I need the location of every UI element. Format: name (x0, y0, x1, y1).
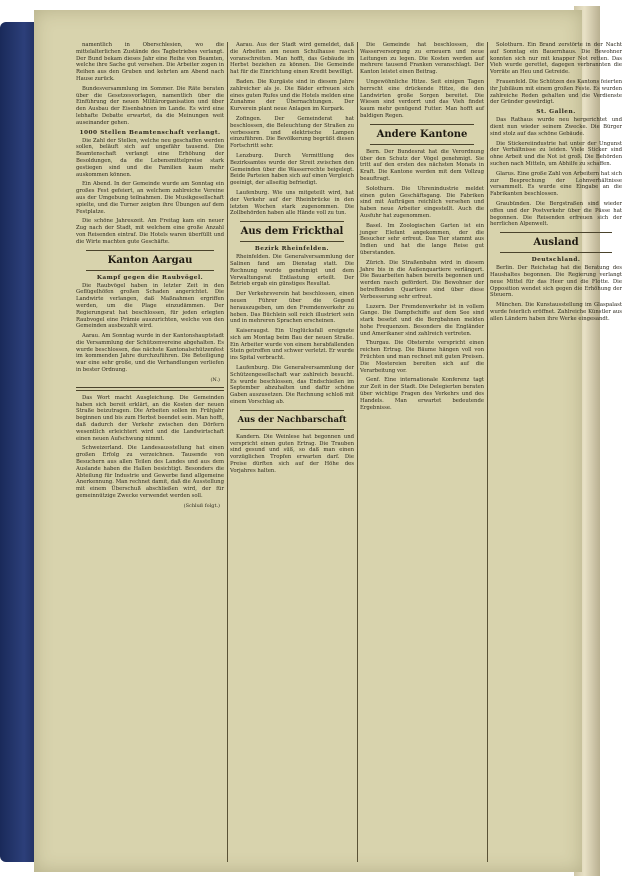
column-4 (490, 42, 622, 862)
column-3 (360, 42, 484, 862)
paragraph: Genf. Eine internationale Konferenz tagt zur Zeit in der Stadt. Die Delegierten beraten über wichtige Fragen des Verkehrs und des Handels. Man erwartet bedeutende Ergebnisse. (360, 377, 484, 411)
paragraph: Die Raubvögel haben in letzter Zeit in den Geflügelhöfen großen Schaden angerichtet. Die Landwirte verlangen, daß Maßnahmen ergriffen werden, um die Plage einzudämmen. Der Regierungsrat hat beschlossen, für jeden erlegten Raubvogel eine Prämie auszurichten, welche von den Gemeinden ausbezahlt wird. (76, 282, 224, 330)
paragraph: Solothurn. Die Uhrenindustrie meldet einen guten Geschäftsgang. Die Fabriken sind mit Aufträgen reichlich versehen und haben neue Arbeiter eingestellt. Auch die Ausfuhr hat zugenommen. (360, 185, 484, 219)
column-1 (76, 42, 224, 862)
paragraph: Ein Abend. In der Gemeinde wurde am Sonntag ein großes Fest gefeiert, an welchem zahlreiche Vereine aus der Umgebung teilnahmen. Die Musikgesellschaft spielte, und die Turner zeigten ihre Übungen auf dem Festplatze. (76, 181, 224, 215)
paragraph: Luzern. Der Fremdenverkehr ist in vollem Gange. Die Dampfschiffe auf dem See sind stark besetzt und die Bergbahnen melden hohe Frequenzen. Besonders die Engländer und Amerikaner sind zahlreich vertreten. (360, 303, 484, 337)
paragraph: Berlin. Der Reichstag hat die Beratung des Haushaltes begonnen. Die Regierung verlangt neue Mittel für das Heer und die Flotte. Die Opposition wendet sich gegen die Erhöhung der Steuern. (490, 265, 622, 299)
paragraph: Die Gemeinde hat beschlossen, die Wasserversorgung zu erneuern und neue Leitungen zu legen. Die Kosten werden auf mehrere tausend Franken veranschlagt. Der Kanton leistet einen Beitrag. (360, 42, 484, 76)
separator (370, 144, 474, 145)
paragraph: München. Die Kunstausstellung im Glaspalast wurde feierlich eröffnet. Zahlreiche Künstler aus allen Ländern haben ihre Werke eingesandt. (490, 302, 622, 322)
paragraph: Thurgau. Die Obsternte verspricht einen reichen Ertrag. Die Bäume hängen voll von Früchten und man rechnet mit guten Preisen. Die Mostereien bereiten sich auf die Verarbeitung vor. (360, 340, 484, 374)
double-rule (76, 387, 224, 391)
paragraph: Kaiseraugst. Ein Unglücksfall ereignete sich am Montag beim Bau der neuen Straße. Ein Arbeiter wurde von einem herabfallenden Stein getroffen und schwer verletzt. Er wurde ins Spital verbracht. (230, 328, 354, 362)
section-heading-ausland: Ausland (533, 237, 579, 249)
paragraph: Rheinfelden. Die Generalversammlung der Salinen fand am Dienstag statt. Die Rechnung wurde genehmigt und dem Verwaltungsrat Entlastung erteilt. Der Betrieb ergab ein günstiges Resultat. (230, 254, 354, 288)
footer-note: (Schluß folgt.) (183, 502, 220, 509)
paragraph: Schweizerland. Die Landesausstellung hat einen großen Erfolg zu verzeichnen. Tausende von Besuchern aus allen Teilen des Landes und aus dem Auslande haben die Hallen besichtigt. Besonders die Abteilung für Industrie und Gewerbe fand allgemeine Anerkennung. Man rechnet damit, daß die Ausstellung mit einem Überschuß abschließen wird, der für gemeinnützige Zwecke verwendet werden soll. (76, 445, 224, 500)
paragraph: Laufenburg. Wie uns mitgeteilt wird, hat der Verkehr auf der Rheinbrücke in den letzten Wochen stark zugenommen. Die Zollbehörden haben alle Hände voll zu tun. (230, 189, 354, 217)
section-heading-kanton-aargau: Kanton Aargau (107, 254, 193, 266)
paragraph: Laufenburg. Die Generalversammlung der Schützengesellschaft war zahlreich besucht. Es wurde beschlossen, das Endschießen im September abzuhalten und dafür schöne Gaben auszusetzen. Die Rechnung schloß mit einem Vorschlag ab. (230, 365, 354, 406)
subheading: Bezirk Rheinfelden. (254, 246, 330, 253)
separator (370, 124, 474, 125)
subheading: 1000 Stellen Beamtenschaft verlangt. (79, 129, 221, 136)
paragraph: Baden. Die Kurgäste sind in diesem Jahre zahlreicher als je. Die Bäder erfreuen sich eines guten Rufes und die Hotels melden eine Zunahme der Übernachtungen. Der Kurverein plant neue Anlagen im Kurpark. (230, 78, 354, 113)
paragraph: Zofingen. Der Gemeinderat hat beschlossen, die Beleuchtung der Straßen zu verbessern und elektrische Lampen einzuführen. Die Bevölkerung begrüßt diesen Fortschritt sehr. (230, 115, 354, 150)
paragraph: namentlich in Oberschlesien, wo die mittelalterlichen Zustände des Tagbetriebes verlangt. Der Bund bekam dieses Jahr eine Reihe von Beamten, welche ihre Sache gut versehen. Die Arbeiter zogen in Reihen aus den Gruben und kehrten am Abend nach Hause zurück. (76, 42, 224, 82)
separator (240, 429, 344, 430)
page-marker: (N.) (210, 376, 220, 383)
section-heading-nachbarschaft: Aus der Nachbarschaft (237, 414, 347, 425)
paragraph: Frauenfeld. Die Schützen des Kantons feierten ihr Jubiläum mit einem großen Feste. Es wurden zahlreiche Reden gehalten und die Verdienste der Gründer gewürdigt. (490, 78, 622, 106)
section-heading-frickthal: Aus dem Frickthal (240, 226, 344, 238)
paragraph: Das Wort macht Ausgleichung. Die Gemeinden haben sich bereit erklärt, an die Kosten der neuen Straße beizutragen. Die Arbeiten sollen im Frühjahr beginnen und bis zum Herbst beendet sein. Man hofft, daß dadurch der Verkehr zwischen den Dörfern wesentlich erleichtert wird und die Landwirtschaft einen neuen Aufschwung nimmt. (76, 394, 224, 442)
column-rule-3 (487, 42, 488, 862)
paragraph: Lenzburg. Durch Vermittlung des Bezirksamtes wurde der Streit zwischen den Gemeinden über die Wasserrechte beigelegt. Beide Parteien haben sich auf einen Vergleich geeinigt, der allseitig befriedigt. (230, 152, 354, 187)
columns (76, 42, 622, 862)
separator (240, 221, 344, 222)
newspaper-page (34, 10, 622, 872)
subheading: St. Gallen. (536, 109, 576, 116)
separator (86, 270, 214, 271)
subheading: Kampf gegen die Raubvögel. (96, 274, 204, 281)
paragraph: Ungewöhnliche Hitze. Seit einigen Tagen herrscht eine drückende Hitze, die den Landwirten große Sorgen bereitet. Die Wiesen sind verdorrt und das Vieh findet kaum mehr genügend Futter. Man hofft auf baldigen Regen. (360, 78, 484, 119)
paragraph: Kandern. Die Weinlese hat begonnen und verspricht einen guten Ertrag. Die Trauben sind gesund und süß, so daß man einen vorzüglichen Tropfen erwarten darf. Die Preise dürften sich auf der Höhe des Vorjahres halten. (230, 433, 354, 474)
separator (500, 232, 612, 233)
column-2 (230, 42, 354, 862)
paragraph: Die Stickereiindustrie hat unter der Ungunst der Verhältnisse zu leiden. Viele Sticker sind ohne Arbeit und die Not ist groß. Die Behörden suchen nach Mitteln, um Abhilfe zu schaffen. (490, 140, 622, 167)
separator (240, 410, 344, 411)
section-heading-andere-kantone: Andere Kantone (376, 128, 468, 140)
paragraph: Der Verkehrsverein hat beschlossen, einen neuen Führer über die Gegend herauszugeben, um den Fremdenverkehr zu heben. Das Büchlein soll reich illustriert sein und in mehreren Sprachen erscheinen. (230, 291, 354, 325)
column-rule-2 (357, 42, 358, 862)
paragraph: Glarus. Eine große Zahl von Arbeitern hat sich zur Besprechung der Lohnverhältnisse versammelt. Es wurde eine Eingabe an die Fabrikanten beschlossen. (490, 170, 622, 198)
separator (500, 252, 612, 253)
paragraph: Die Zahl der Stellen, welche neu geschaffen werden sollen, beläuft sich auf ungefähr tausend. Die Beamtenschaft verlangt eine Erhöhung der Besoldungen, da die Lebensmittelpreise stark gestiegen sind und die Familien kaum mehr auskommen können. (76, 137, 224, 178)
paragraph: Das Rathaus wurde neu hergerichtet und dient nun wieder seinem Zwecke. Die Bürger sind stolz auf das schöne Gebäude. (490, 117, 622, 137)
paragraph: Basel. Im Zoologischen Garten ist ein junger Elefant angekommen, der die Besucher sehr erfreut. Das Tier stammt aus Indien und hat die lange Reise gut überstanden. (360, 222, 484, 256)
subheading: Deutschland. (531, 257, 581, 264)
paragraph: Aarau. Am Sonntag wurde in der Kantonshauptstadt die Versammlung der Schützenvereine abgehalten. Es wurde beschlossen, das nächste Kantonalschützenfest im kommenden Jahre durchzuführen. Die Beteiligung war eine sehr große, und die Verhandlungen verliefen in bester Ordnung. (76, 333, 224, 374)
separator (240, 241, 344, 242)
paragraph: Bundesversammlung im Sommer. Die Räte beraten über die Gesetzesvorlagen, namentlich über die Einführung der neuen Militärorganisation und über den Ausbau der Eisenbahnen im Lande. Es wird eine lebhafte Debatte erwartet, da die Meinungen weit auseinander gehen. (76, 85, 224, 126)
paragraph: Bern. Der Bundesrat hat die Verordnung über den Schutz der Vögel genehmigt. Sie tritt auf den ersten des nächsten Monats in Kraft. Die Kantone werden mit dem Vollzug beauftragt. (360, 148, 484, 182)
separator (86, 250, 214, 251)
paragraph: Die schöne Jahreszeit. Am Freitag kam ein neuer Zug nach der Stadt, mit welchem eine große Anzahl von Reisenden eintraf. Die Hotels waren überfüllt und die Wirte machten gute Geschäfte. (76, 218, 224, 245)
column-rule-1 (227, 42, 228, 862)
paragraph: Graubünden. Die Bergstraßen sind wieder offen und der Postverkehr über die Pässe hat begonnen. Die Reisenden erfreuen sich der herrlichen Alpenwelt. (490, 200, 622, 228)
paragraph: Zürich. Die Straßenbahn wird in diesem Jahre bis in die Außenquartiere verlängert. Die Bauarbeiten haben bereits begonnen und werden rasch gefördert. Die Bewohner der betreffenden Quartiere sind über diese Verbesserung sehr erfreut. (360, 259, 484, 300)
paragraph: Solothurn. Ein Brand zerstörte in der Nacht auf Sonntag ein Bauernhaus. Die Bewohner konnten sich nur mit knapper Not retten. Das Vieh wurde gerettet, dagegen verbrannten die Vorräte an Heu und Getreide. (490, 42, 622, 76)
paragraph: Aarau. Aus der Stadt wird gemeldet, daß die Arbeiten am neuen Schulhause rasch voranschreiten. Man hofft, das Gebäude im Herbst beziehen zu können. Die Gemeinde hat für die Einrichtung einen Kredit bewilligt. (230, 42, 354, 76)
